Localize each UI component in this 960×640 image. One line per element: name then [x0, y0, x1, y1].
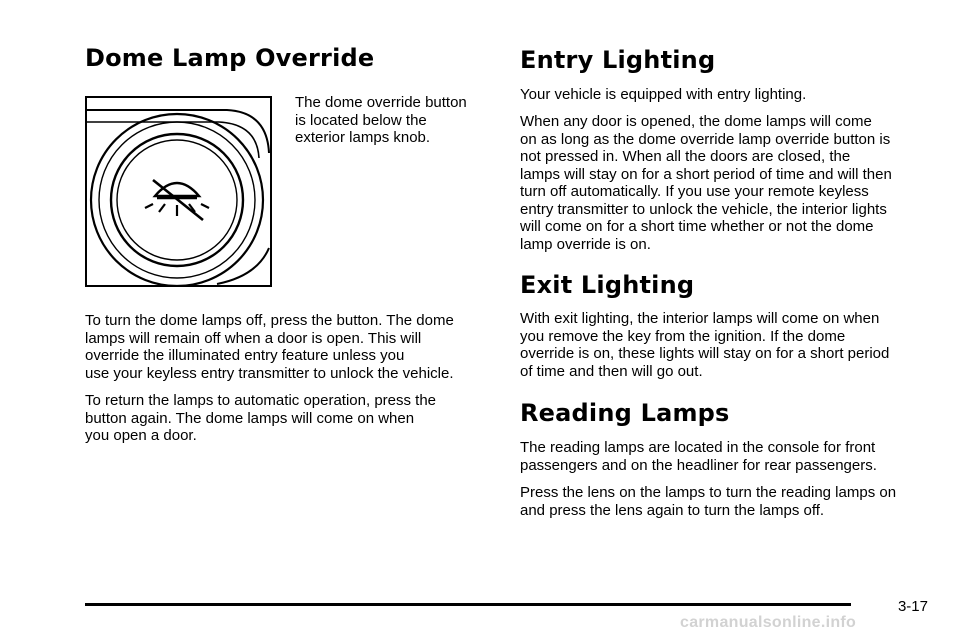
override-button-caption: The dome override button is located below the exterior lamps knob. — [295, 94, 467, 146]
dome-override-button-illustration — [85, 96, 272, 287]
footer-rule — [85, 603, 851, 606]
heading-dome-lamp-override: Dome Lamp Override — [85, 44, 375, 72]
reading-lamps-operation: Press the lens on the lamps to turn the reading lamps on and press the lens again to turn the lamps off. — [520, 484, 897, 519]
watermark: carmanualsonline.info — [680, 614, 857, 631]
dome-lamps-off-paragraph: To turn the dome lamps off, press the button. The dome lamps will remain off when a door is open. This will override the illuminated entry feature unless you use your keyless entry transmitter to unlock the vehicle. — [85, 312, 454, 382]
dome-override-button-icon — [87, 98, 270, 285]
entry-lighting-intro: Your vehicle is equipped with entry lighting. — [520, 86, 807, 103]
heading-exit-lighting: Exit Lighting — [520, 271, 695, 299]
page-number: 3-17 — [897, 598, 928, 615]
entry-lighting-detail: When any door is opened, the dome lamps will come on as long as the dome override lamp override button is not pressed in. When all the doors are closed, the lamps will stay on for a short period of time and will then turn off automatically. If you use your remote keyless entry transmitter to unlock the vehicle, the interior lights will come on for a short time whether or not the dome lamp override is on. — [520, 113, 892, 253]
automatic-operation-paragraph: To return the lamps to automatic operation, press the button again. The dome lamps will come on when you open a door. — [85, 392, 437, 444]
exit-lighting-detail: With exit lighting, the interior lamps will come on when you remove the key from the ignition. If the dome override is on, these lights will stay on for a short period of time and then will go out. — [520, 310, 890, 380]
reading-lamps-location: The reading lamps are located in the console for front passengers and on the headliner for rear passengers. — [520, 439, 877, 474]
heading-reading-lamps: Reading Lamps — [520, 399, 730, 427]
heading-entry-lighting: Entry Lighting — [520, 46, 716, 74]
